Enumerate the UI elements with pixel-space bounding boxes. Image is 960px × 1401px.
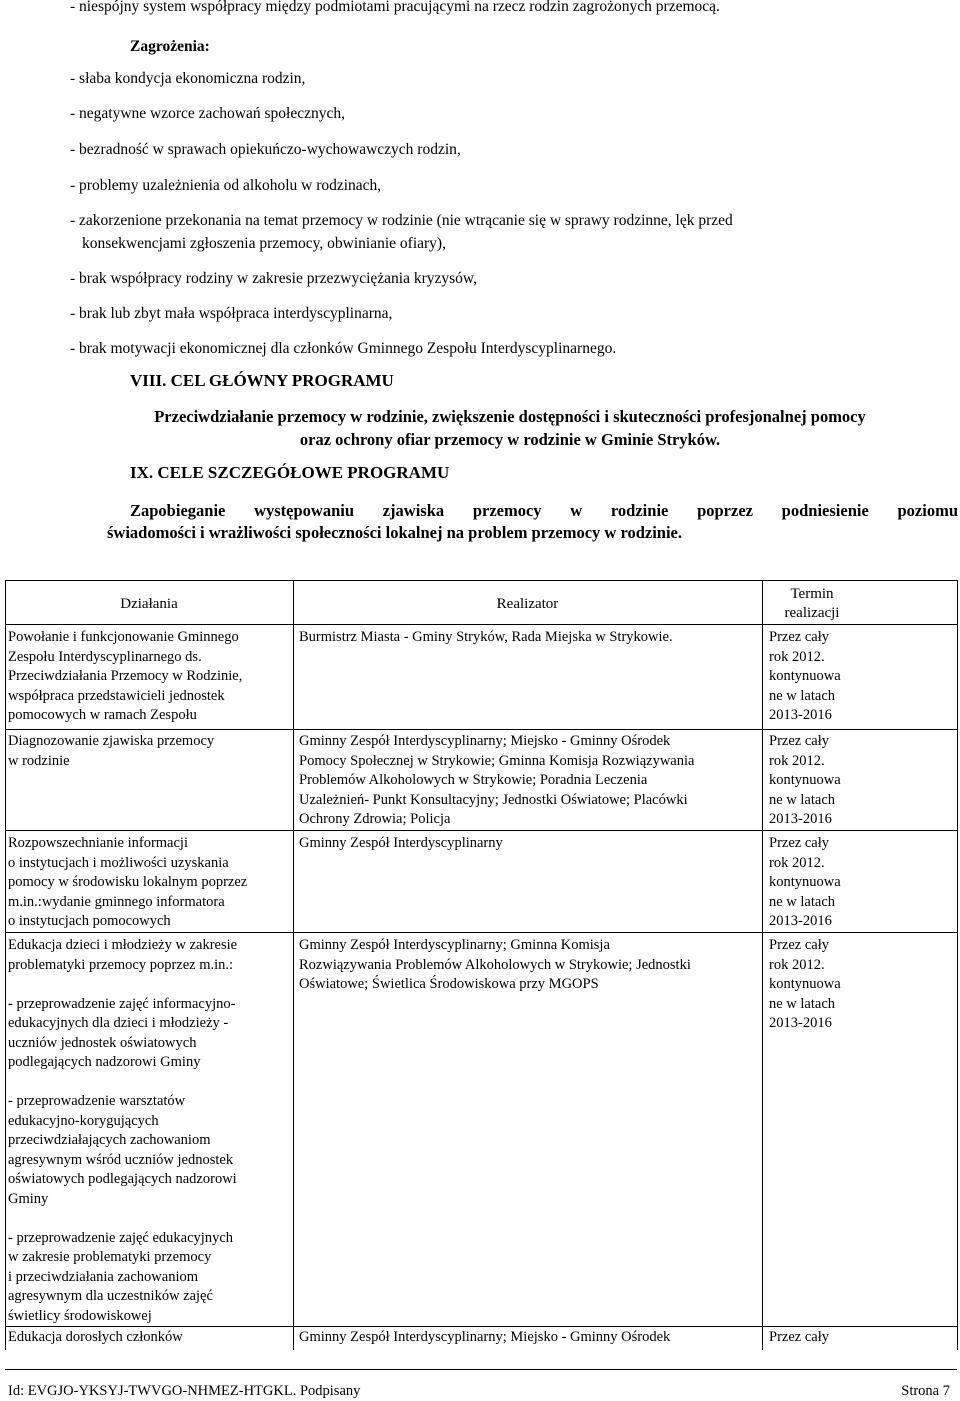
threat-item: - brak współpracy rodziny w zakresie przezwyciężania kryzysów, xyxy=(70,270,477,287)
cell-line: 2013-2016 xyxy=(769,707,832,723)
cell-line: podlegających nadzorowi Gminy xyxy=(8,1054,201,1070)
threat-item: - brak motywacji ekonomicznej dla członków Gminnego Zespołu Interdyscyplinarnego. xyxy=(70,340,617,357)
cell-line: - przeprowadzenie zajęć informacyjno- xyxy=(8,995,236,1012)
cell-line: Przez cały xyxy=(769,835,829,851)
table-cell-term xyxy=(769,936,841,1034)
cell-line: współpraca przedstawicieli jednostek xyxy=(8,687,225,704)
header-actions: Działania xyxy=(120,596,178,612)
table-header-rule xyxy=(5,624,957,625)
threat-item: - zakorzenione przekonania na temat przemocy w rodzinie (nie wtrącanie się w sprawy rodzinne, lęk przed xyxy=(70,212,733,229)
cell-line: i przeciwdziałania zachowaniom xyxy=(8,1268,199,1285)
table-row-rule xyxy=(5,729,957,730)
cell-line: edukacyjnych dla dzieci i młodzieży - xyxy=(8,1015,229,1031)
cell-line: świetlicy środowiskowej xyxy=(8,1307,152,1324)
cell-line: o instytucjach pomocowych xyxy=(8,913,171,929)
table-cell-realizer xyxy=(299,732,694,830)
cell-line: Oświatowe; Świetlica Środowiskowa przy MGOPS xyxy=(299,976,599,992)
table-cell-action xyxy=(8,834,247,932)
cell-line: Diagnozowanie zjawiska przemocy xyxy=(8,733,215,749)
cell-line: Edukacja dorosłych członków xyxy=(8,1329,183,1345)
table-cell-action xyxy=(8,628,242,726)
cell-line: Przeciwdziałania Przemocy w Rodzinie, xyxy=(8,668,243,684)
cell-line: ne w latach xyxy=(769,893,836,910)
cell-line: Problemów Alkoholowych w Strykowie; Poradnia Leczenia xyxy=(299,772,648,788)
cell-line: Rozpowszechnianie informacji xyxy=(8,835,188,851)
intro-top-line: - niespójny system współpracy między podmiotami pracującymi na rzecz rodzin zagrożonych przemocą. xyxy=(70,0,720,15)
cell-line: Przez cały xyxy=(769,1329,829,1345)
table-border-top xyxy=(5,580,957,581)
header-realizer: Realizator xyxy=(496,596,559,612)
specific-goal-line2: świadomości i wrażliwości społeczności lokalnej na problem przemocy w rodzinie. xyxy=(107,523,683,542)
cell-line: przeciwdziałających zachowaniom xyxy=(8,1132,211,1148)
cell-line xyxy=(8,1073,237,1093)
table-cell-term xyxy=(769,1328,829,1348)
table-cell-term xyxy=(769,834,841,932)
table-row-rule xyxy=(5,1326,957,1327)
footer-rule xyxy=(5,1369,957,1370)
threats-heading: Zagrożenia: xyxy=(130,38,210,55)
cell-line: agresywnym wśród uczniów jednostek xyxy=(8,1151,234,1168)
table-row-rule xyxy=(5,932,957,933)
cell-line: rok 2012. xyxy=(769,854,825,871)
cell-line: - przeprowadzenie zajęć edukacyjnych xyxy=(8,1229,234,1246)
cell-line xyxy=(8,1209,237,1229)
table-cell-realizer xyxy=(299,628,673,648)
cell-line: Zespołu Interdyscyplinarnego ds. xyxy=(8,648,202,665)
threat-item: - negatywne wzorce zachowań społecznych, xyxy=(70,105,345,122)
cell-line: m.in.:wydanie gminnego informatora xyxy=(8,893,225,910)
cell-line: pomocowych w ramach Zespołu xyxy=(8,707,197,723)
cell-line: - przeprowadzenie warsztatów xyxy=(8,1093,186,1109)
cell-line: o instytucjach i możliwości uzyskania xyxy=(8,854,229,871)
main-goal-line2: oraz ochrony ofiar przemocy w rodzinie w Gminie Stryków. xyxy=(299,430,721,449)
cell-line: ne w latach xyxy=(769,791,836,808)
table-cell-realizer xyxy=(299,936,691,995)
section-viii-heading: VIII. CEL GŁÓWNY PROGRAMU xyxy=(130,371,394,390)
table-row-rule xyxy=(5,830,957,831)
cell-line: kontynuowa xyxy=(769,874,841,890)
table-col-rule xyxy=(293,580,294,1350)
cell-line: ne w latach xyxy=(769,687,836,704)
cell-line: Gminny Zespół Interdyscyplinarny xyxy=(299,835,503,851)
cell-line: ne w latach xyxy=(769,995,836,1012)
cell-line xyxy=(8,975,237,995)
table-cell-realizer xyxy=(299,1328,670,1348)
cell-line: Edukacja dzieci i młodzieży w zakresie xyxy=(8,937,238,953)
cell-line: pomocy w środowisku lokalnym poprzez xyxy=(8,874,248,890)
cell-line: kontynuowa xyxy=(769,772,841,788)
main-goal-line1: Przeciwdziałanie przemocy w rodzinie, zwiększenie dostępności i skuteczności profesjonalnej pomocy xyxy=(154,407,866,426)
cell-line: rok 2012. xyxy=(769,648,825,665)
cell-line: w rodzinie xyxy=(8,752,70,769)
cell-line: Przez cały xyxy=(769,733,829,749)
table-cell-term xyxy=(769,732,841,830)
threat-item: - słaba kondycja ekonomiczna rodzin, xyxy=(70,70,306,87)
cell-line: Pomocy Społecznej w Strykowie; Gminna Komisja Rozwiązywania xyxy=(299,752,695,769)
table-col-rule xyxy=(762,580,763,1350)
cell-line: edukacyjno-korygujących xyxy=(8,1112,159,1129)
cell-line: kontynuowa xyxy=(769,976,841,992)
table-border-left xyxy=(5,580,6,1350)
cell-line: Przez cały xyxy=(769,629,829,645)
table-cell-action xyxy=(8,732,214,771)
cell-line: Burmistrz Miasta - Gminy Stryków, Rada Miejska w Strykowie. xyxy=(299,629,673,645)
cell-line: oświatowych podlegających nadzorowi xyxy=(8,1171,237,1187)
threat-item: - bezradność w sprawach opiekuńczo-wychowawczych rodzin, xyxy=(70,141,461,158)
cell-line: rok 2012. xyxy=(769,956,825,973)
threat-item-continuation: konsekwencjami zgłoszenia przemocy, obwinianie ofiary), xyxy=(82,235,446,252)
table-border-right xyxy=(957,580,958,1350)
cell-line: kontynuowa xyxy=(769,668,841,684)
cell-line: uczniów jednostek oświatowych xyxy=(8,1034,197,1051)
specific-goal-line1: Zapobieganie występowaniu zjawiska przemocy w rodzinie poprzez podniesienie poziomu xyxy=(130,501,958,520)
cell-line: Gminny Zespół Interdyscyplinarny; Miejsko - Gminny Ośrodek xyxy=(299,1329,671,1345)
footer-id: Id: EVGJO-YKSYJ-TWVGO-NHMEZ-HTGKL. Podpisany xyxy=(8,1383,361,1399)
cell-line: Gminy xyxy=(8,1190,49,1207)
cell-line: Gminny Zespół Interdyscyplinarny; Miejsko - Gminny Ośrodek xyxy=(299,733,671,749)
cell-line: 2013-2016 xyxy=(769,1015,832,1031)
section-ix-heading: IX. CELE SZCZEGÓŁOWE PROGRAMU xyxy=(130,463,450,482)
cell-line: Rozwiązywania Problemów Alkoholowych w Strykowie; Jednostki xyxy=(299,956,691,973)
table-cell-action xyxy=(8,936,237,1326)
cell-line: Gminny Zespół Interdyscyplinarny; Gminna Komisja xyxy=(299,937,610,953)
table-cell-term xyxy=(769,628,841,726)
cell-line: Uzależnień- Punkt Konsultacyjny; Jednostki Oświatowe; Placówki xyxy=(299,791,688,808)
footer-page-number: Strona 7 xyxy=(901,1383,950,1399)
cell-line: Ochrony Zdrowia; Policja xyxy=(299,811,451,827)
cell-line: problematyki przemocy poprzez m.in.: xyxy=(8,956,234,973)
cell-line: 2013-2016 xyxy=(769,811,832,827)
cell-line: 2013-2016 xyxy=(769,913,832,929)
threat-item: - problemy uzależnienia od alkoholu w rodzinach, xyxy=(70,177,382,194)
cell-line: w zakresie problematyki przemocy xyxy=(8,1249,212,1265)
table-cell-action xyxy=(8,1328,183,1348)
header-term-line2: realizacji xyxy=(784,605,840,621)
cell-line: Przez cały xyxy=(769,937,829,953)
cell-line: rok 2012. xyxy=(769,752,825,769)
header-term: Termin xyxy=(790,586,834,602)
threat-item: - brak lub zbyt mała współpraca interdyscyplinarna, xyxy=(70,305,393,322)
cell-line: agresywnym dla uczestników zajęć xyxy=(8,1288,213,1304)
table-cell-realizer xyxy=(299,834,503,854)
cell-line: Powołanie i funkcjonowanie Gminnego xyxy=(8,629,239,645)
